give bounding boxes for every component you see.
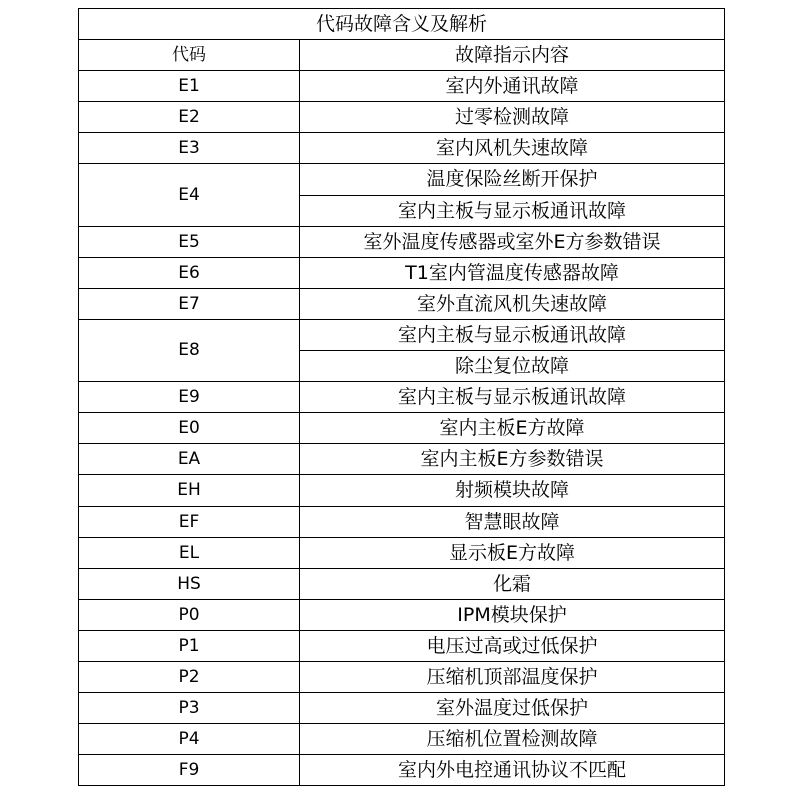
fault-description: 室外温度传感器或室外E方参数错误: [300, 226, 725, 257]
fault-code: E5: [79, 226, 300, 257]
fault-code: E1: [79, 71, 300, 102]
column-header-content: 故障指示内容: [300, 40, 725, 71]
fault-description: 室内主板E方故障: [300, 413, 725, 444]
fault-description: 显示板E方故障: [300, 537, 725, 568]
fault-code: P4: [79, 724, 300, 755]
fault-description: 过零检测故障: [300, 102, 725, 133]
fault-code: E9: [79, 382, 300, 413]
fault-code: EA: [79, 444, 300, 475]
fault-code: E7: [79, 288, 300, 319]
table-title: 代码故障含义及解析: [79, 9, 725, 40]
fault-description: IPM模块保护: [300, 599, 725, 630]
fault-description: 温度保险丝断开保护: [300, 164, 725, 195]
fault-description: 压缩机顶部温度保护: [300, 661, 725, 692]
fault-code: E0: [79, 413, 300, 444]
table-row: [79, 599, 725, 630]
fault-code: F9: [79, 755, 300, 786]
header-row: [79, 40, 725, 71]
fault-description: 室外直流风机失速故障: [300, 288, 725, 319]
fault-description: 智慧眼故障: [300, 506, 725, 537]
fault-code: EL: [79, 537, 300, 568]
fault-description: 除尘复位故障: [300, 351, 725, 382]
fault-description: 室内主板与显示板通讯故障: [300, 382, 725, 413]
table-row: [79, 444, 725, 475]
table-row: [79, 693, 725, 724]
table-row: [79, 755, 725, 786]
fault-code: E4: [79, 164, 300, 226]
table-row: [79, 413, 725, 444]
table-row: [79, 724, 725, 755]
fault-description: 压缩机位置检测故障: [300, 724, 725, 755]
fault-code: P3: [79, 693, 300, 724]
title-row: [79, 9, 725, 40]
fault-code-table: [78, 8, 725, 786]
table-row: [79, 319, 725, 350]
fault-description: 室内外电控通讯协议不匹配: [300, 755, 725, 786]
fault-description: 室内风机失速故障: [300, 133, 725, 164]
table-row: [79, 661, 725, 692]
table-row: [79, 382, 725, 413]
table-row: [79, 164, 725, 195]
fault-description: 室内外通讯故障: [300, 71, 725, 102]
table-row: [79, 630, 725, 661]
fault-description: 室内主板E方参数错误: [300, 444, 725, 475]
fault-description: 室内主板与显示板通讯故障: [300, 319, 725, 350]
fault-code: P0: [79, 599, 300, 630]
fault-description: 化霜: [300, 568, 725, 599]
fault-code: E2: [79, 102, 300, 133]
table-row: [79, 71, 725, 102]
fault-code: P2: [79, 661, 300, 692]
fault-code: E8: [79, 319, 300, 381]
fault-description: 电压过高或过低保护: [300, 630, 725, 661]
table-row: [79, 475, 725, 506]
column-header-code: 代码: [79, 40, 300, 71]
table-row: [79, 537, 725, 568]
fault-code: HS: [79, 568, 300, 599]
table-row: [79, 506, 725, 537]
fault-code: EH: [79, 475, 300, 506]
table-row: [79, 133, 725, 164]
table-row: [79, 288, 725, 319]
fault-description: T1室内管温度传感器故障: [300, 257, 725, 288]
fault-description: 室外温度过低保护: [300, 693, 725, 724]
fault-rows: [79, 71, 725, 786]
table-row: [79, 257, 725, 288]
fault-code: EF: [79, 506, 300, 537]
table-row: [79, 102, 725, 133]
table-row: [79, 568, 725, 599]
fault-description: 射频模块故障: [300, 475, 725, 506]
fault-code: E6: [79, 257, 300, 288]
fault-code: E3: [79, 133, 300, 164]
fault-code: P1: [79, 630, 300, 661]
table-row: [79, 226, 725, 257]
fault-description: 室内主板与显示板通讯故障: [300, 195, 725, 226]
